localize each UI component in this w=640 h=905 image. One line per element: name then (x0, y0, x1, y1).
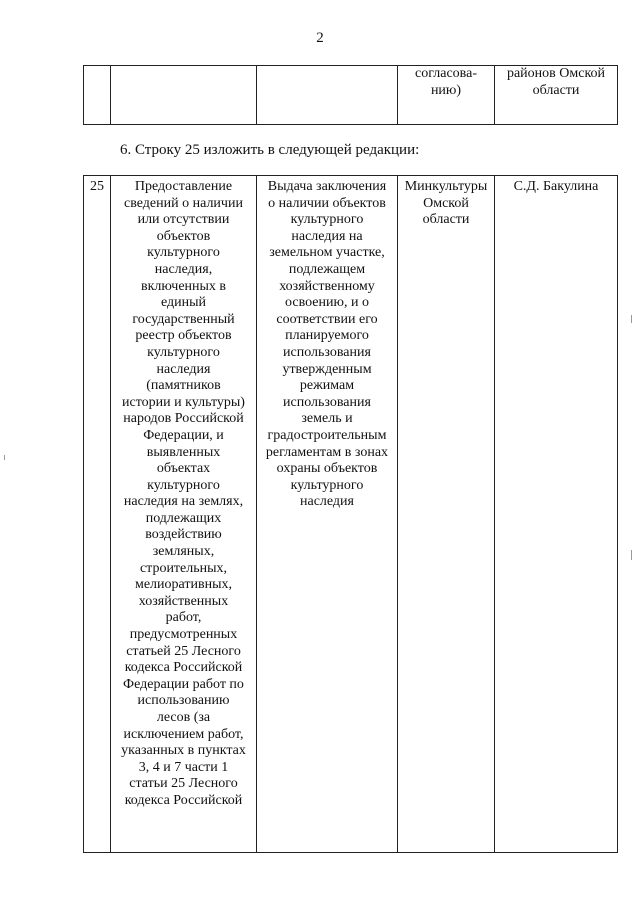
agency-cell: Минкультуры Омской области (398, 176, 495, 853)
service-result-cell: Выдача заключения о наличии объектов культурного наследия на земельном участке, подлежащем хозяйственному освоению, и о соответствии его планируемого использования утвержденным режимам использования земель и градостроительным регламентам в зонах охраны объектов культурного наследия (257, 176, 398, 853)
result-cell (257, 66, 398, 125)
row-25-table (83, 175, 618, 853)
responsible-cell: районов Омской области (495, 66, 618, 125)
table-row (84, 66, 618, 125)
instruction-text: 6. Строку 25 изложить в следующей редакции: (120, 142, 420, 158)
page-number: 2 (316, 30, 324, 46)
scan-mark (631, 315, 632, 323)
agency-cell: согласова- нию) (398, 66, 495, 125)
table-row (84, 176, 618, 853)
scan-mark (4, 455, 5, 460)
service-description-cell: Предоставление сведений о наличии или отсутствии объектов культурного наследия, включенных в единый государственный реестр объектов культурного наследия (памятников истории и культуры) народов Российской Федерации, и выявленных объектах культурного наследия на землях, подлежащих воздействию земляных, строительных, мелиоративных, хозяйственных работ, предусмотренных статьей 25 Лесного кодекса Российской Федерации работ по использованию лесов (за исключением работ, указанных в пунктах 3, 4 и 7 части 1 статьи 25 Лесного кодекса Российской (111, 176, 257, 853)
row-number-cell (84, 66, 111, 125)
scan-mark (631, 550, 632, 560)
service-cell (111, 66, 257, 125)
previous-row-table (83, 65, 618, 125)
row-number-cell: 25 (84, 176, 111, 853)
responsible-person-cell: С.Д. Бакулина (495, 176, 618, 853)
